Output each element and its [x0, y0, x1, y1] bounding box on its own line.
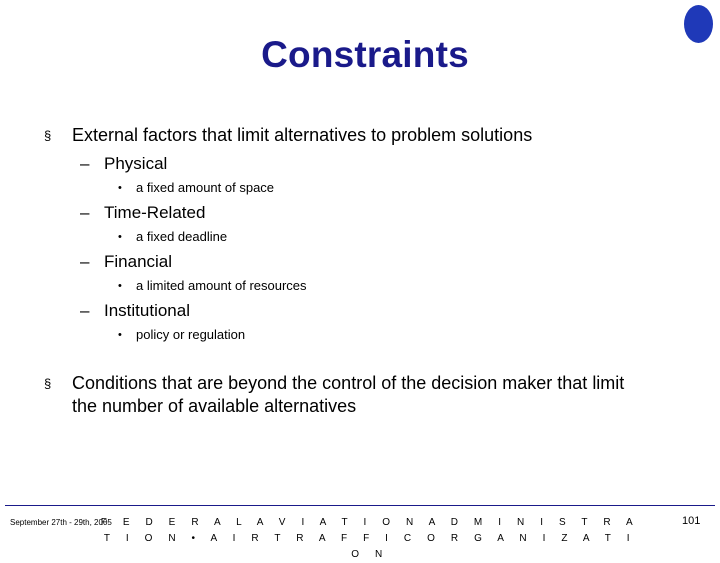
- subitem-label: Physical: [104, 154, 168, 173]
- detail-text: a fixed deadline: [136, 229, 228, 244]
- dash-bullet-icon: –: [80, 203, 90, 222]
- dash-bullet-icon: –: [80, 154, 90, 173]
- bullet-text: External factors that limit alternatives to problem solutions: [72, 125, 533, 145]
- subitem-label: Institutional: [104, 301, 190, 320]
- footer-date: September 27th - 29th, 2005: [10, 518, 112, 527]
- dot-bullet-icon: •: [118, 231, 122, 243]
- dot-bullet-icon: •: [118, 329, 122, 341]
- bullet-item-1: [44, 124, 652, 147]
- detail-text: a limited amount of resources: [136, 278, 307, 293]
- footer-organization: F E D E R A L A V I A T I O N A D M I N I S T R A T I O N • A I R T R A F F I C O R G A N I Z A T I O N: [100, 517, 640, 560]
- dot-bullet-icon: •: [118, 182, 122, 194]
- slide-title: Constraints: [261, 34, 469, 75]
- bullet-item-2: [44, 372, 632, 418]
- detail-text: a fixed amount of space: [136, 180, 275, 195]
- square-bullet-icon: §: [44, 128, 52, 143]
- dash-bullet-icon: –: [80, 252, 90, 271]
- page-number: 101: [682, 515, 701, 527]
- detail-text: policy or regulation: [136, 327, 246, 342]
- bullet-text: Conditions that are beyond the control of the decision maker that limit the number of available alternatives: [72, 373, 625, 416]
- footer-rule: [5, 505, 715, 506]
- square-bullet-icon: §: [44, 376, 52, 391]
- dash-bullet-icon: –: [80, 301, 90, 320]
- subitem-label: Time-Related: [104, 203, 206, 222]
- subitem-label: Financial: [104, 252, 173, 271]
- dot-bullet-icon: •: [118, 280, 122, 292]
